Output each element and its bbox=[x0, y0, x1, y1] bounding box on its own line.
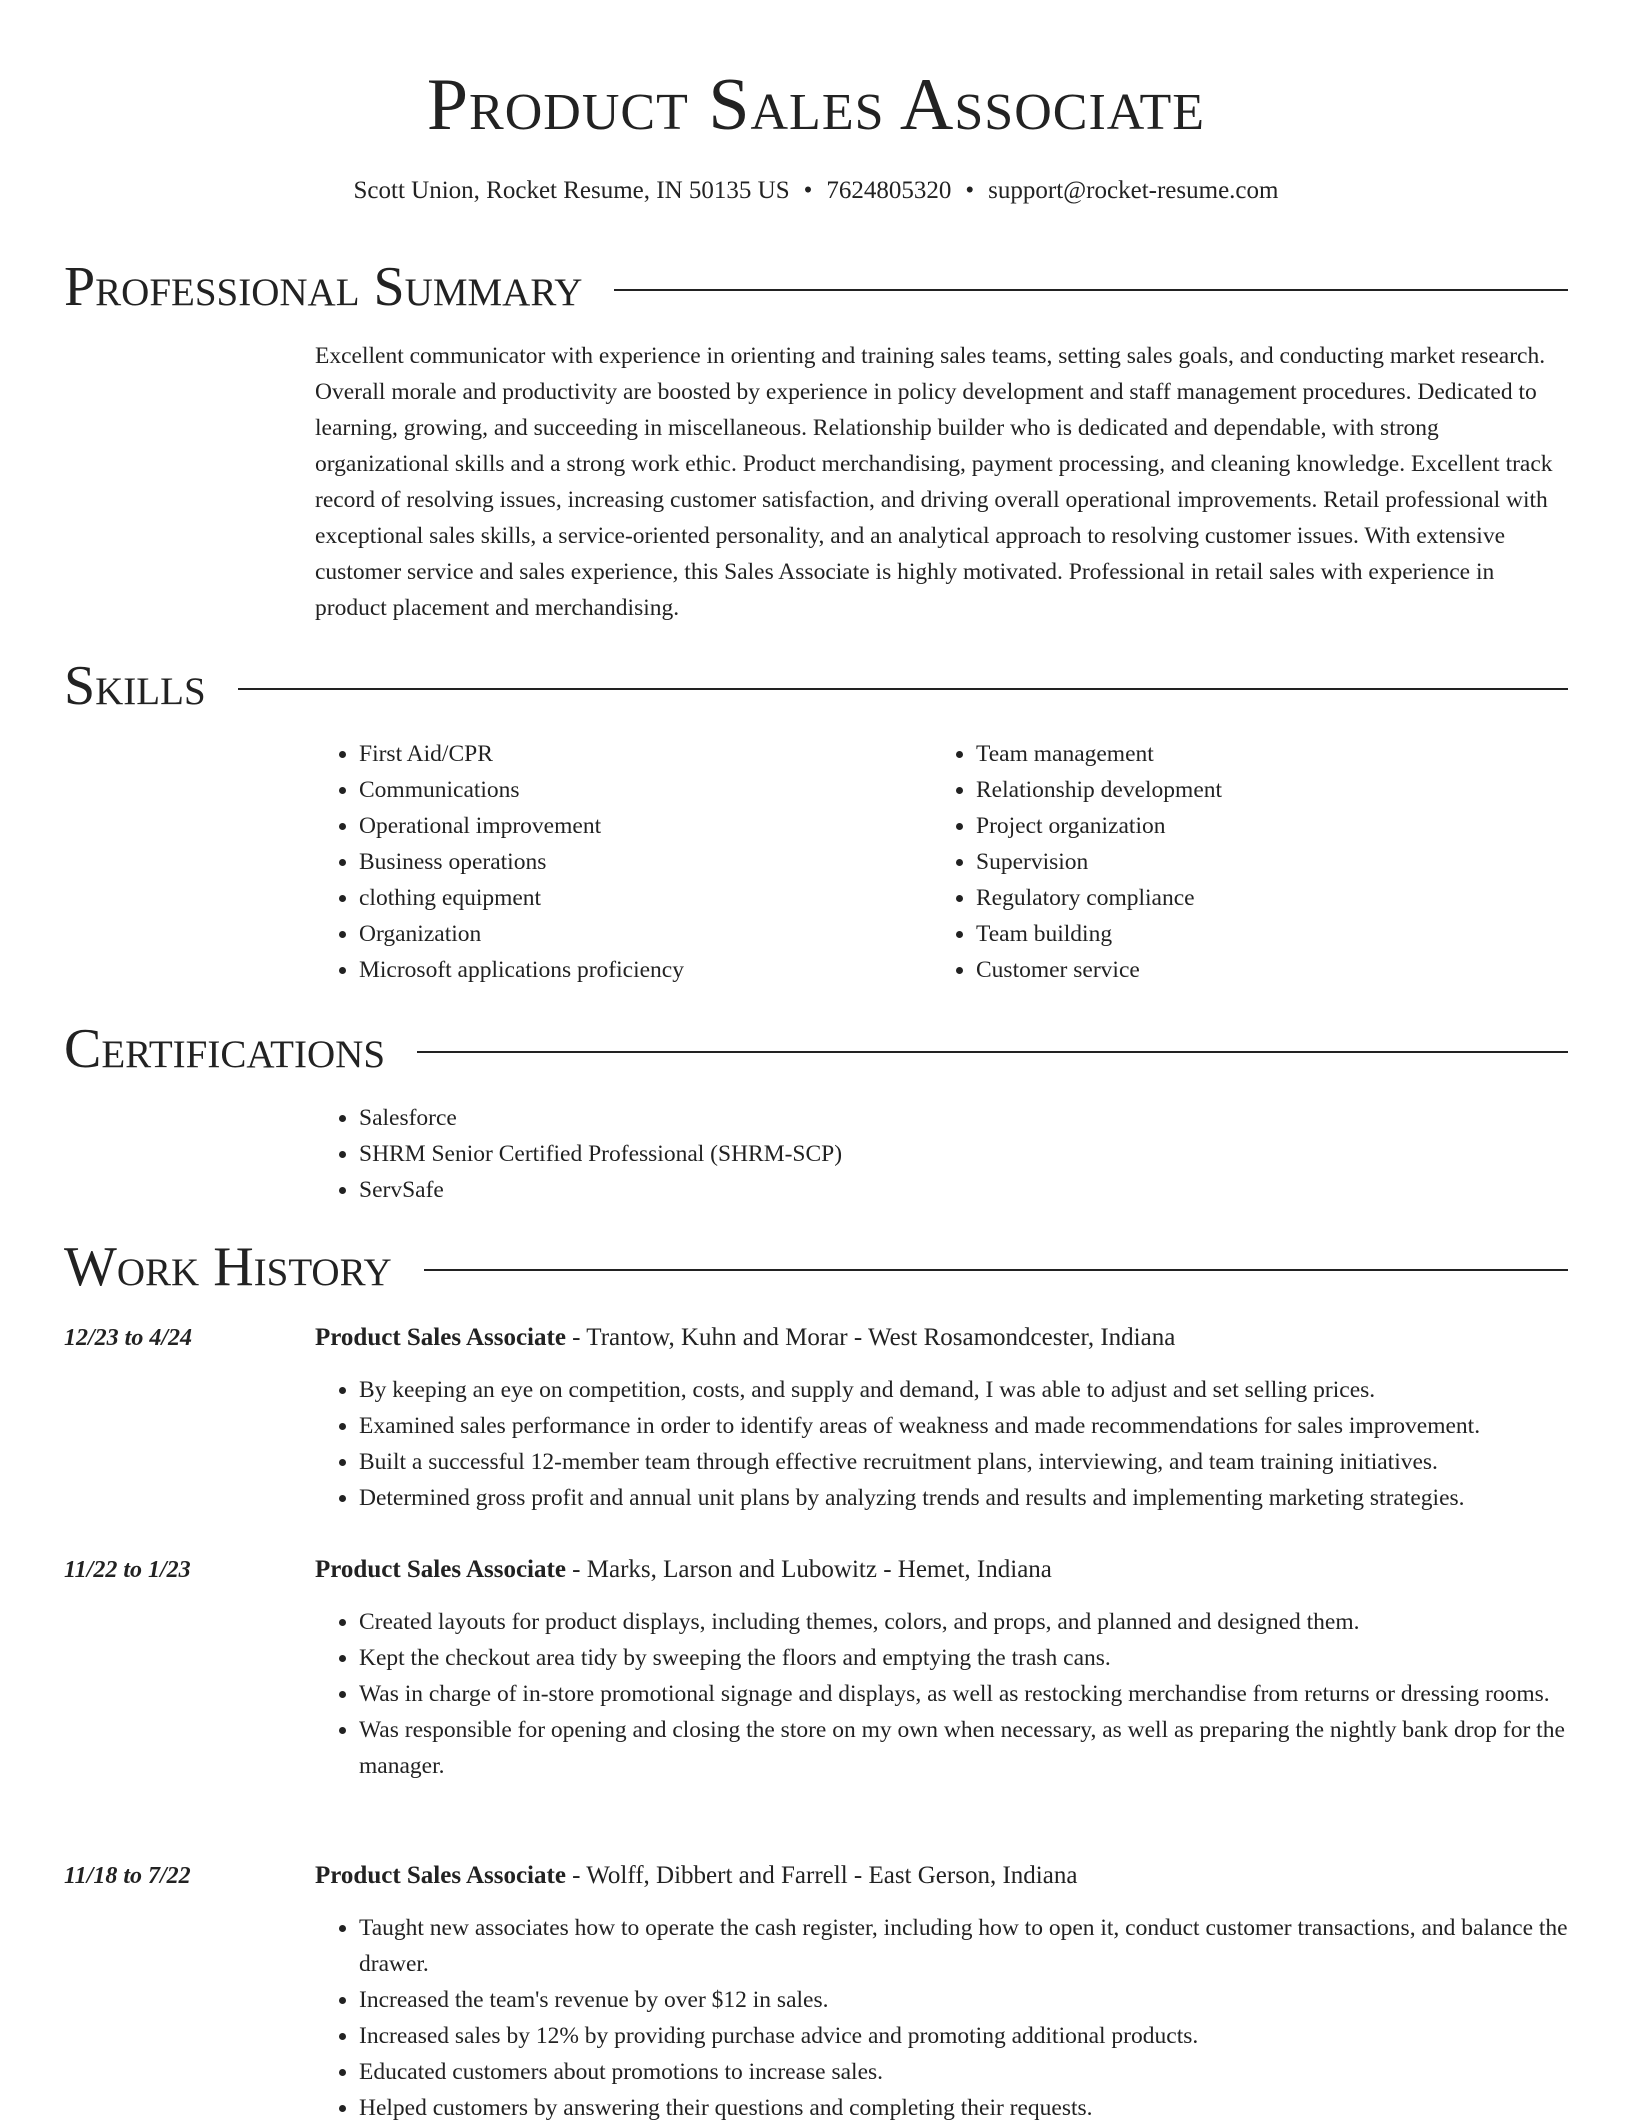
skill-item: • First Aid/CPR bbox=[359, 736, 932, 772]
skills-column-left bbox=[315, 736, 932, 988]
job-header bbox=[315, 1552, 1570, 1588]
job-role: Product Sales Associate bbox=[315, 1324, 566, 1351]
contact-address: Scott Union, Rocket Resume, IN 50135 US bbox=[353, 177, 790, 204]
certification-item: • SHRM Senior Certified Professional (SHRM-SCP) bbox=[359, 1136, 1570, 1172]
contact-separator: • bbox=[965, 177, 975, 204]
section-divider bbox=[417, 1051, 1568, 1053]
skill-item: • Communications bbox=[359, 772, 932, 808]
duty-item: • Examined sales performance in order to identify areas of weakness and made recommendations for sales improvement. bbox=[359, 1408, 1570, 1444]
summary-section-header bbox=[64, 256, 1568, 318]
contact-phone: 7624805320 bbox=[826, 177, 952, 204]
skill-item: • Microsoft applications proficiency bbox=[359, 952, 932, 988]
duty-item: • Taught new associates how to operate the cash register, including how to open it, conduct customer transactions, and balance the drawer. bbox=[359, 1910, 1570, 1982]
skills-heading: Skills bbox=[64, 655, 206, 717]
job-dates: 12/23 to 4/24 bbox=[64, 1325, 193, 1351]
duty-item: • By keeping an eye on competition, costs, and supply and demand, I was able to adjust and set selling prices. bbox=[359, 1372, 1570, 1408]
duty-item: • Kept the checkout area tidy by sweeping the floors and emptying the trash cans. bbox=[359, 1640, 1570, 1676]
job-details: - Trantow, Kuhn and Morar - West Rosamondcester, Indiana bbox=[565, 1324, 1176, 1351]
skill-item: • Organization bbox=[359, 916, 932, 952]
skills-section-header bbox=[64, 655, 1568, 717]
contact-line bbox=[0, 174, 1632, 208]
job-duties bbox=[315, 1372, 1570, 1516]
certifications-list bbox=[315, 1100, 1570, 1208]
skills-column-right bbox=[932, 736, 1549, 988]
duty-item: • Educated customers about promotions to increase sales. bbox=[359, 2054, 1570, 2090]
skill-item: • Team management bbox=[976, 736, 1549, 772]
job-header bbox=[315, 1320, 1570, 1356]
skill-item: • Relationship development bbox=[976, 772, 1549, 808]
skill-item: • Business operations bbox=[359, 844, 932, 880]
section-divider bbox=[424, 1269, 1568, 1271]
summary-heading: Professional Summary bbox=[64, 256, 583, 318]
work-history-section-header bbox=[64, 1236, 1568, 1298]
job-details: - Marks, Larson and Lubowitz - Hemet, Indiana bbox=[565, 1556, 1052, 1583]
job-role: Product Sales Associate bbox=[315, 1862, 566, 1889]
summary-text: Excellent communicator with experience in orienting and training sales teams, setting sales goals, and conducting market research. Overall morale and productivity are boosted by experience in policy development and staff management procedures. Dedicated to learning, growing, and succeeding in miscellaneous. Relationship builder who is dedicated and dependable, with strong organizational skills and a strong work ethic. Product merchandising, payment processing, and cleaning knowledge. Excellent track record of resolving issues, increasing customer satisfaction, and driving overall operational improvements. Retail professional with exceptional sales skills, a service-oriented personality, and an analytical approach to resolving customer issues. With extensive customer service and sales experience, this Sales Associate is highly motivated. Professional in retail sales with experience in product placement and merchandising. bbox=[315, 343, 1553, 621]
job-dates: 11/22 to 1/23 bbox=[64, 1557, 191, 1583]
skills-list bbox=[315, 736, 1570, 988]
resume-title: Product Sales Associate bbox=[426, 64, 1206, 146]
certification-item: • ServSafe bbox=[359, 1172, 1570, 1208]
duty-item: • Was responsible for opening and closing the store on my own when necessary, as well as preparing the nightly bank drop for the manager. bbox=[359, 1712, 1570, 1784]
job-role: Product Sales Associate bbox=[315, 1556, 566, 1583]
duty-item: • Was in charge of in-store promotional signage and displays, as well as restocking merchandise from returns or dressing rooms. bbox=[359, 1676, 1570, 1712]
skill-item: • Regulatory compliance bbox=[976, 880, 1549, 916]
duty-item: • Created layouts for product displays, including themes, colors, and props, and planned and designed them. bbox=[359, 1604, 1570, 1640]
duty-item: • Increased the team's revenue by over $12 in sales. bbox=[359, 1982, 1570, 2018]
job-duties bbox=[315, 1910, 1570, 2126]
certification-item: • Salesforce bbox=[359, 1100, 1570, 1136]
section-divider bbox=[238, 688, 1568, 690]
duty-item: • Built a successful 12-member team through effective recruitment plans, interviewing, and team training initiatives. bbox=[359, 1444, 1570, 1480]
skill-item: • Project organization bbox=[976, 808, 1549, 844]
job-details: - Wolff, Dibbert and Farrell - East Gerson, Indiana bbox=[565, 1862, 1078, 1889]
skill-item: • Team building bbox=[976, 916, 1549, 952]
contact-email: support@rocket-resume.com bbox=[988, 177, 1279, 204]
certifications-heading: Certifications bbox=[64, 1018, 386, 1080]
skill-item: • clothing equipment bbox=[359, 880, 932, 916]
contact-separator: • bbox=[803, 177, 813, 204]
duty-item: • Increased sales by 12% by providing purchase advice and promoting additional products. bbox=[359, 2018, 1570, 2054]
skill-item: • Customer service bbox=[976, 952, 1549, 988]
duty-item: • Helped customers by answering their questions and completing their requests. bbox=[359, 2090, 1570, 2126]
skill-item: • Supervision bbox=[976, 844, 1549, 880]
job-duties bbox=[315, 1604, 1570, 1784]
work-history-heading: Work History bbox=[64, 1236, 392, 1298]
job-header bbox=[315, 1858, 1570, 1894]
section-divider bbox=[614, 289, 1568, 291]
skill-item: • Operational improvement bbox=[359, 808, 932, 844]
duty-item: • Determined gross profit and annual unit plans by analyzing trends and results and implementing marketing strategies. bbox=[359, 1480, 1570, 1516]
job-dates: 11/18 to 7/22 bbox=[64, 1863, 191, 1889]
certifications-section-header bbox=[64, 1018, 1568, 1080]
